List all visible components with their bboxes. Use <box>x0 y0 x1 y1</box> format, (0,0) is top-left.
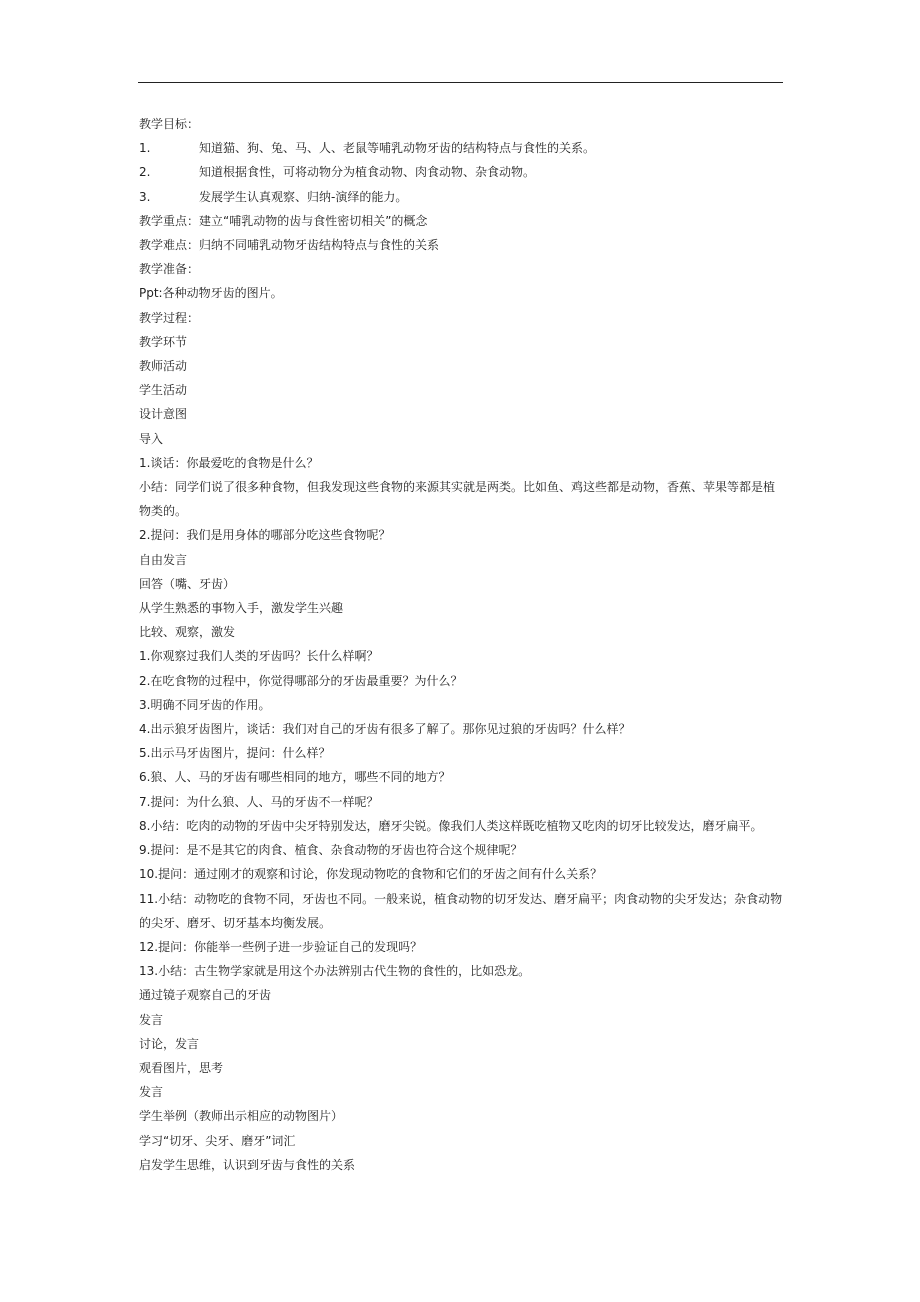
table-header: 设计意图 <box>139 407 188 422</box>
header-rule <box>138 82 783 83</box>
prep-content: Ppt:各种动物牙齿的图片。 <box>139 286 283 301</box>
teacher-step: 8.小结：吃肉的动物的牙齿中尖牙特别发达，磨牙尖锐。像我们人类这样既吃植物又吃肉的切牙比较发达，磨牙扁平。 <box>139 818 763 833</box>
teacher-step: 7.提问：为什么狼、人、马的牙齿不一样呢？ <box>139 794 379 809</box>
teacher-step: 5.出示马牙齿图片，提问：什么样？ <box>139 746 331 761</box>
teacher-step: 4.出示狼牙齿图片，谈话：我们对自己的牙齿有很多了解了。那你见过狼的牙齿吗？什么样？ <box>139 722 631 737</box>
goal-text: 知道根据食性，可将动物分为植食动物、肉食动物、杂食动物。 <box>199 165 536 180</box>
key-point: 教学重点：建立“哺乳动物的齿与食性密切相关”的概念 <box>139 213 428 228</box>
table-header: 教师活动 <box>139 359 188 374</box>
goal-number: 1. <box>139 141 151 156</box>
design-intent: 从学生熟悉的事物入手，激发学生兴趣 <box>139 601 344 616</box>
table-header: 学生活动 <box>139 383 188 398</box>
teacher-step: 13.小结：古生物学家就是用这个办法辨别古代生物的食性的，比如恐龙。 <box>139 964 531 979</box>
section-title: 比较、观察，激发 <box>139 625 236 640</box>
teacher-step: 2.在吃食物的过程中，你觉得哪部分的牙齿最重要？为什么？ <box>139 673 463 688</box>
process-label: 教学过程： <box>139 310 200 325</box>
goal-item <box>139 136 785 160</box>
teacher-step: 9.提问：是不是其它的肉食、植食、杂食动物的牙齿也符合这个规律呢？ <box>139 843 523 858</box>
student-activity: 学生举例（教师出示相应的动物图片） <box>139 1109 344 1124</box>
teacher-step: 12.提问：你能举一些例子进一步验证自己的发现吗？ <box>139 939 423 954</box>
prep-label: 教学准备： <box>139 262 200 277</box>
goal-text: 知道猫、狗、兔、马、人、老鼠等哺乳动物牙齿的结构特点与食性的关系。 <box>199 141 596 156</box>
table-header: 教学环节 <box>139 334 188 349</box>
teacher-step: 10.提问：通过刚才的观察和讨论，你发现动物吃的食物和它们的牙齿之间有什么关系？ <box>139 867 603 882</box>
goal-item <box>139 160 785 184</box>
student-activity: 回答（嘴、牙齿） <box>139 576 236 591</box>
student-activity: 观看图片，思考 <box>139 1060 224 1075</box>
intro-question: 2.提问：我们是用身体的哪部分吃这些食物呢？ <box>139 528 391 543</box>
intro-summary: 小结：同学们说了很多种食物，但我发现这些食物的来源其实就是两类。比如鱼、鸡这些都是动物，香蕉、苹果等都是植物类的。 <box>139 480 776 519</box>
goal-number: 2. <box>139 165 151 180</box>
teacher-step: 11.小结：动物吃的食物不同，牙齿也不同。一般来说，植食动物的切牙发达、磨牙扁平；肉食动物的尖牙发达；杂食动物的尖牙、磨牙、切牙基本均衡发展。 <box>139 891 783 930</box>
student-activity: 通过镜子观察自己的牙齿 <box>139 988 272 1003</box>
student-activity: 自由发言 <box>139 552 188 567</box>
goal-number: 3. <box>139 189 151 204</box>
teacher-step: 6.狼、人、马的牙齿有哪些相同的地方，哪些不同的地方？ <box>139 770 451 785</box>
design-intent: 启发学生思维，认识到牙齿与食性的关系 <box>139 1157 356 1172</box>
goal-item <box>139 185 785 209</box>
document-body <box>139 112 785 1177</box>
goal-text: 发展学生认真观察、归纳-演绎的能力。 <box>199 189 408 204</box>
intro-question: 1.谈话：你最爱吃的食物是什么？ <box>139 455 319 470</box>
student-activity: 发言 <box>139 1085 164 1100</box>
student-activity: 发言 <box>139 1012 164 1027</box>
difficulty: 教学难点：归纳不同哺乳动物牙齿结构特点与食性的关系 <box>139 238 440 253</box>
student-activity: 讨论，发言 <box>139 1036 200 1051</box>
goals-label: 教学目标： <box>139 117 200 131</box>
intro-title: 导入 <box>139 431 164 446</box>
teacher-step: 3.明确不同牙齿的作用。 <box>139 697 271 712</box>
teacher-step: 1.你观察过我们人类的牙齿吗？长什么样啊？ <box>139 649 379 664</box>
student-activity: 学习“切牙、尖牙、磨牙”词汇 <box>139 1133 296 1148</box>
